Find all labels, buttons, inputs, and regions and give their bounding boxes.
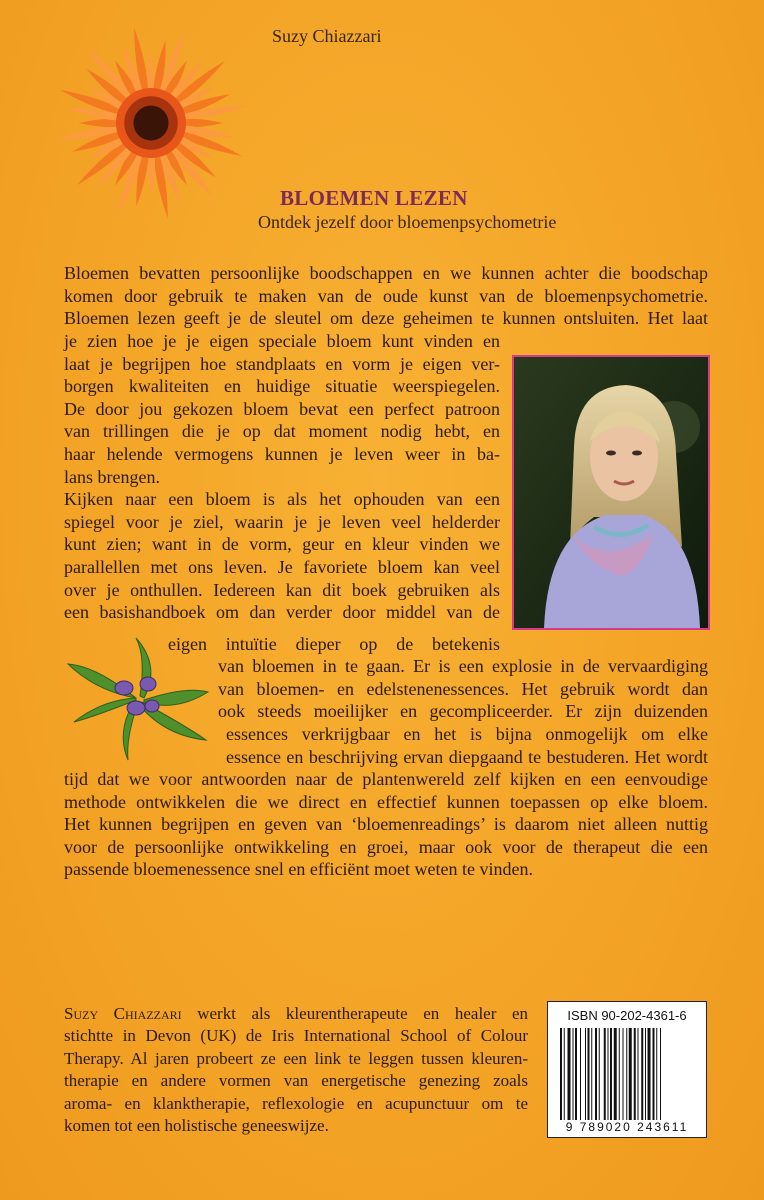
body-text-indent-1 xyxy=(168,633,500,656)
body-line: borgen kwaliteiten en huidige situatie weerspiegelen. xyxy=(64,376,500,397)
body-line: over je onthullen. Iedereen kan dit boek gebruiken als xyxy=(64,579,500,600)
isbn-label: ISBN 90-202-4361-6 xyxy=(567,1008,687,1023)
body-line: laat je begrijpen hoe standplaats en vorm je eigen ver- xyxy=(64,353,500,374)
body-line: je zien hoe je je eigen speciale bloem kunt vinden en xyxy=(64,331,500,351)
bio-author-name: Suzy Chiazzari xyxy=(64,1004,182,1023)
body-line: De door jou gekozen bloem bevat een perfect patroon xyxy=(64,398,500,419)
bio-line: stichtte in Devon (UK) de Iris International School of Colour xyxy=(64,1026,528,1046)
body-text-top xyxy=(64,262,708,330)
barcode-box xyxy=(547,1001,707,1138)
body-line: essences verkrijgbaar en het is bijna onmogelijk om elke xyxy=(226,724,708,744)
body-line: haar helende vermogens kunnen je leven weer in ba- xyxy=(64,443,500,464)
barcode-bars xyxy=(558,1028,698,1120)
body-line: voor de persoonlijke ontwikkeling en groei, maar ook voor de therapeut die een xyxy=(64,836,708,857)
body-line: eigen intuïtie dieper op de betekenis xyxy=(168,634,500,654)
body-line: van trillingen die je op dat moment nodig hebt, en xyxy=(64,421,500,442)
body-line: parallellen met ons leven. Je favoriete bloem kan veel xyxy=(64,556,500,577)
body-line: spiegel voor je ziel, waarin je je leven veel helderder xyxy=(64,511,500,532)
body-line: Bloemen bevatten persoonlijke boodschappen en we kunnen achter die boodschap xyxy=(64,263,708,283)
author-bio xyxy=(64,1003,528,1137)
bio-line: aroma- en klanktherapie, reflexologie en acupunctuur om te xyxy=(64,1093,528,1113)
body-text-beside-photo xyxy=(64,330,500,624)
orange-flower-illustration xyxy=(48,20,254,226)
body-text-beside-plant-2 xyxy=(226,723,708,768)
body-line: Kijken naar een bloem is als het ophouden van een xyxy=(64,489,500,510)
body-line: essence en beschrijving ervan diepgaand te bestuderen. Het wordt xyxy=(226,746,708,767)
body-line: Het kunnen begrijpen en geven van ‘bloemenreadings’ is daarom niet alleen nuttig xyxy=(64,814,708,835)
body-line: lans brengen. xyxy=(64,466,160,487)
body-text-beside-plant xyxy=(218,655,708,723)
body-line: van bloemen in te gaan. Er is een explosie in de vervaardiging xyxy=(218,656,708,676)
book-subtitle: Ontdek jezelf door bloemenpsychometrie xyxy=(258,212,557,232)
body-line: komen door gebruik te maken van de oude kunst van de bloemenpsychometrie. xyxy=(64,285,708,306)
bio-line: Therapy. Al jaren probeert ze een link te leggen tussen kleuren- xyxy=(64,1048,528,1068)
body-line: methode ontwikkelen die we direct en effectief kunnen toepassen op elke bloem. xyxy=(64,791,708,812)
author-portrait-photo xyxy=(512,355,710,630)
body-line: van bloemen- en edelstenenessences. Het gebruik wordt dan xyxy=(218,678,708,699)
body-line: ook steeds moeilijker en gecompliceerder. Er zijn duizenden xyxy=(218,701,708,722)
bio-line-text: werkt als kleurentherapeute en healer en xyxy=(181,1004,528,1023)
body-line: tijd dat we voor antwoorden naar de plantenwereld zelf kijken en een eenvoudige xyxy=(64,769,708,789)
barcode-digits: 9 789020 243611 xyxy=(565,1120,689,1134)
body-line: een basishandboek om dan verder door middel van de xyxy=(64,602,500,623)
body-line: kunt zien; want in de vorm, geur en kleur vinden we xyxy=(64,534,500,555)
book-title: BLOEMEN LEZEN xyxy=(280,186,468,210)
bio-line xyxy=(64,1003,528,1025)
body-text-bottom xyxy=(64,768,708,881)
body-line: Bloemen lezen geeft je de sleutel om deze geheimen te kunnen ontsluiten. Het laat xyxy=(64,308,708,329)
bio-line: therapie en andere vormen van energetische genezing zoals xyxy=(64,1071,528,1091)
body-line: passende bloemenessence snel en efficiënt moet weten te vinden. xyxy=(64,859,533,880)
bio-line: komen tot een holistische geneeswijze. xyxy=(64,1115,329,1135)
author-name-top: Suzy Chiazzari xyxy=(272,26,382,46)
